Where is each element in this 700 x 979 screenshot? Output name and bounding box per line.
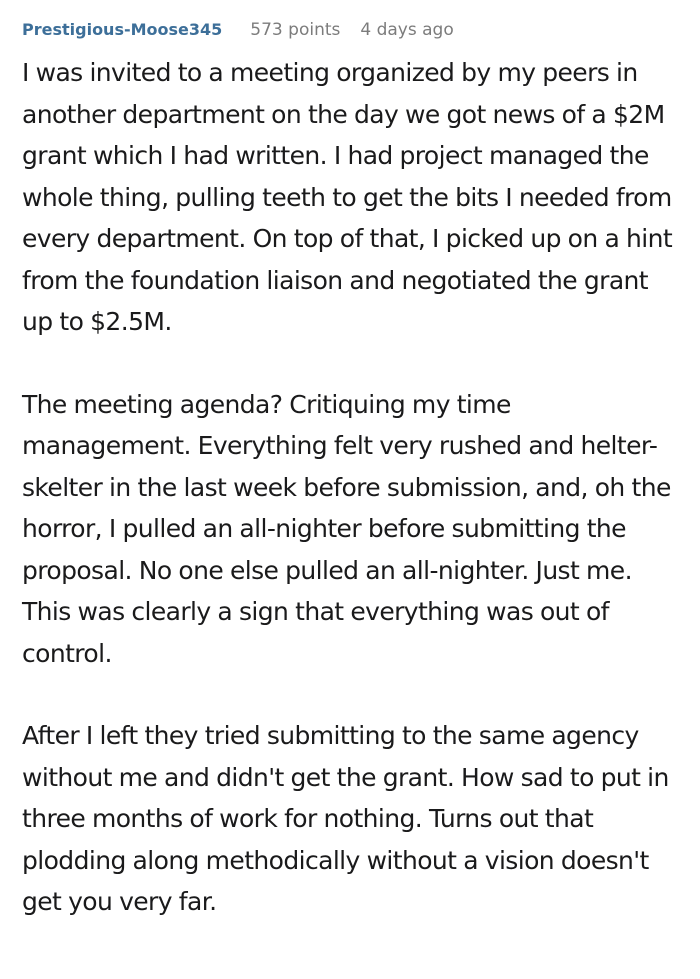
comment-paragraph-3: After I left they tried submitting to the same agency without me and didn't get the grant. How sad to put in three months of work for nothing. Turns out that plodding along methodically without a vision doesn't get you very far.: [22, 721, 669, 916]
comment-body: [22, 52, 678, 923]
timestamp: 4 days ago: [360, 20, 454, 40]
comment-paragraph-1: I was invited to a meeting organized by my peers in another department on the day we got news of a $2M grant which I had written. I had project managed the whole thing, pulling teeth to get the bits I needed from every department. On top of that, I picked up on a hint from the foundation liaison and negotiated the grant up to $2.5M.: [22, 58, 673, 336]
author-username-link[interactable]: Prestigious-Moose345: [22, 20, 223, 39]
comment-paragraph-2: The meeting agenda? Critiquing my time management. Everything felt very rushed and helter-skelter in the last week before submission, and, oh the horror, I pulled an all-nighter before submitting the proposal. No one else pulled an all-nighter. Just me. This was clearly a sign that everything was out of control.: [22, 389, 671, 668]
comment-meta: [22, 14, 678, 46]
points-count: 573 points: [250, 20, 341, 40]
